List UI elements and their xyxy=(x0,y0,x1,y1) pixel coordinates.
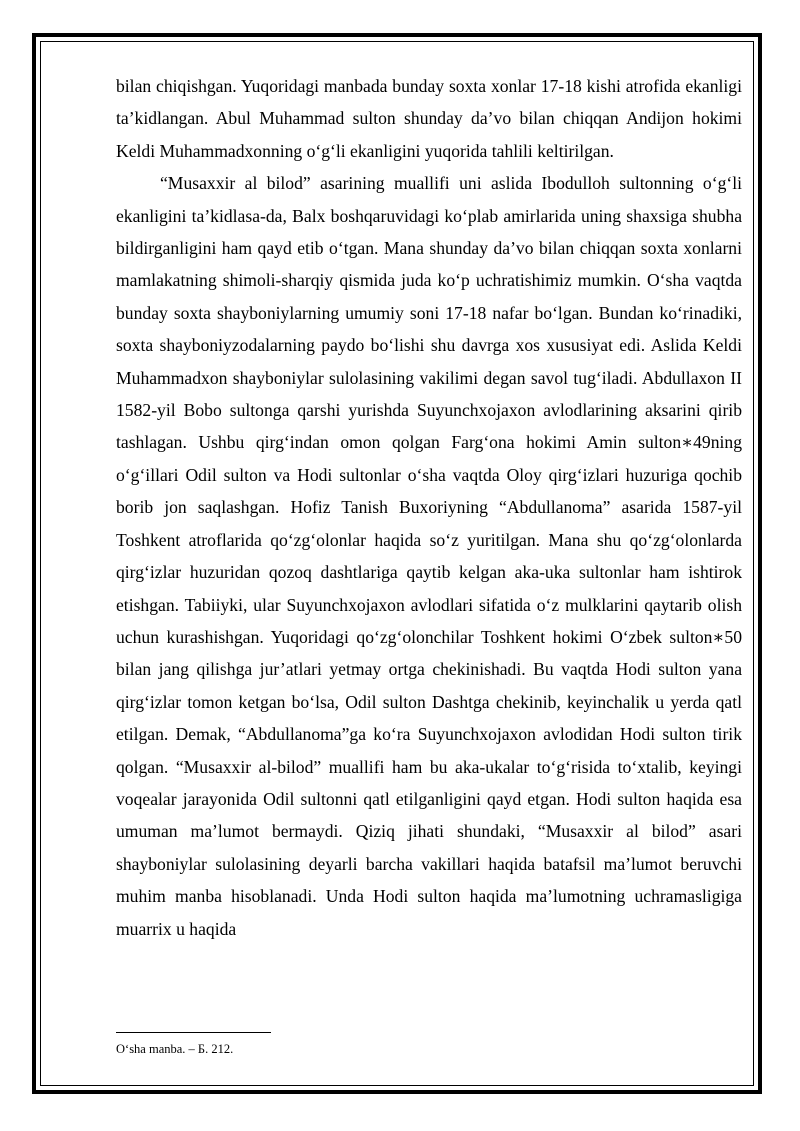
footnote-separator xyxy=(116,1032,271,1033)
paragraph-continuation: bilan chiqishgan. Yuqoridagi manbada bunday soxta xonlar 17-18 kishi atrofida ekanligi ta’kidlangan. Abul Muhammad sulton shunday da’vo bilan chiqqan Andijon hokimi Keldi Muhammadxonning o‘g‘li ekanligini yuqorida tahlili keltirilgan. xyxy=(116,76,742,161)
paragraph-main: “Musaxxir al bilod” asarining muallifi uni aslida Ibodulloh sultonning o‘g‘li ekanligini ta’kidlasa-da, Balx boshqaruvidagi ko‘plab amirlarida uning shaxsiga shubha bildirganligini ham qayd etib o‘tgan. Mana shunday da’vo bilan chiqqan soxta xonlarni mamlakatning shimoli-sharqiy qismida juda ko‘p uchratishimiz mumkin. O‘sha vaqtda bunday soxta shayboniylarning umumiy soni 17-18 nafar bo‘lgan. Bundan ko‘rinadiki, soxta shayboniyzodalarning paydo bo‘lishi shu davrga xos xususiyat edi. Aslida Keldi Muhammadxon shayboniylar sulolasining vakilimi degan savol tug‘iladi. Abdullaxon II 1582-yil Bobo sultonga qarshi yurishda Suyunchxojaxon avlodlarining aksarini qirib tashlagan. Ushbu qirg‘indan omon qolgan Farg‘ona hokimi Amin sulton∗49ning o‘g‘illari Odil sulton va Hodi sultonlar o‘sha vaqtda Oloy qirg‘izlari huzuriga qochib borib jon saqlashgan. Hofiz Tanish Buxoriyning “Abdullanoma” asarida 1587-yil Toshkent atroflarida qo‘zg‘olonlar haqida so‘z yuritilgan. Mana shu qo‘zg‘olonlarda qirg‘izlar huzuridan qozoq dashtlariga qaytib kelgan aka-uka sultonlar ham ishtirok etishgan. Tabiiyki, ular Suyunchxojaxon avlodlari sifatida o‘z mulklarini qaytarib olish uchun kurashishgan. Yuqoridagi qo‘zg‘olonchilar Toshkent hokimi O‘zbek sulton∗50 bilan jang qilishga jur’atlari yetmay ortga chekinishadi. Bu vaqtda Hodi sulton yana qirg‘izlar tomon ketgan bo‘lsa, Odil sulton Dashtga chekinib, keyinchalik u yerda qatl etilgan. Demak, “Abdullanoma”ga ko‘ra Suyunchxojaxon avlodidan Hodi sulton tirik qolgan. “Musaxxir al-bilod” muallifi ham bu aka-ukalar to‘g‘risida to‘xtalib, keyingi voqealar jarayonida Odil sultonni qatl etilganligini qayd etgan. Hodi sulton haqida esa umuman ma’lumot bermaydi. Qiziq jihati shundaki, “Musaxxir al bilod” asari shayboniylar sulolasining deyarli barcha vakillari haqida batafsil ma’lumot beruvchi muhim manba hisoblanadi. Unda Hodi sulton haqida ma’lumotning uchramasligiga muarrix u haqida xyxy=(116,173,742,939)
body-text xyxy=(116,70,742,945)
footnote: O‘sha manba. – Б. 212. xyxy=(116,1042,234,1056)
